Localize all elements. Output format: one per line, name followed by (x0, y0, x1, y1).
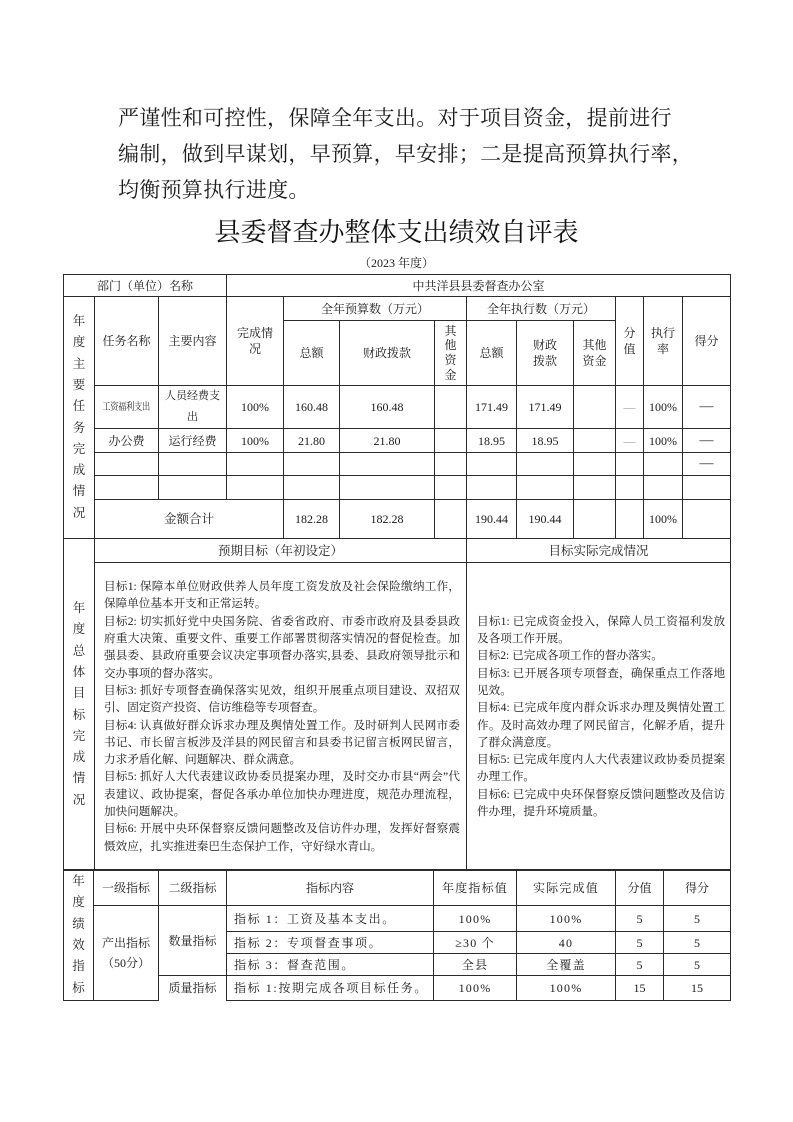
performance-indicators-table (63, 869, 731, 1001)
actual-goals-header: 目标实际完成情况 (467, 539, 731, 563)
task-completion (227, 476, 284, 500)
score (683, 476, 731, 500)
header-level2: 二级指标 (159, 870, 227, 906)
indicator-target: 100% (434, 906, 517, 932)
header-level1: 一级指标 (94, 870, 159, 906)
budget-total (284, 476, 340, 500)
header-budget-total: 总额 (284, 321, 340, 386)
page-title: 县委督查办整体支出绩效自评表 (214, 217, 579, 247)
header-exec-fiscal-cell (517, 321, 574, 386)
indicator-score-value: 5 (616, 932, 664, 954)
total-label: 金额合计 (95, 500, 284, 539)
header-score-value: 分值 (623, 326, 636, 356)
indicator-actual: 40 (517, 932, 616, 954)
indicators-header-row (64, 870, 731, 906)
indicator-score: 5 (664, 954, 731, 976)
budget-other (435, 386, 467, 429)
indicator-actual: 100% (517, 976, 616, 1001)
total-budget-fiscal: 182.28 (340, 500, 435, 539)
header-score: 得分 (683, 297, 731, 386)
actual-goal-item: 目标2: 已完成各项工作的督办落实。 (477, 649, 663, 663)
department-name: 中共洋县县委督查办公室 (227, 275, 731, 297)
tasks-header-row (64, 297, 731, 321)
exec-fiscal: 171.49 (517, 386, 574, 429)
score-value: — (616, 386, 644, 429)
indicator-score: 5 (664, 932, 731, 954)
header-budget-other-cell (435, 321, 467, 386)
exec-total: 171.49 (467, 386, 517, 429)
actual-goal-item: 目标5: 已完成年度内人大代表建议政协委员提案办理工作。 (477, 753, 726, 784)
indicator-content: 指标 2：专项督查事项。 (227, 932, 434, 954)
indicator-score-value: 5 (616, 954, 664, 976)
budget-other (435, 453, 467, 476)
planned-goal-item: 目标5: 抓好人大代表建议政协委员提案办理，及时交办市县“两会”代表建议、政协提案，督促各承办单位加快办理进度，规范办理流程，加快问题解决。 (104, 770, 461, 818)
budget-fiscal (340, 453, 435, 476)
task-content: 人员经费支出 (165, 390, 221, 423)
score: — (683, 429, 731, 453)
header-exec-group: 全年执行数（万元） (467, 297, 616, 321)
header-completion-cell (227, 297, 284, 386)
exec-fiscal: 18.95 (517, 429, 574, 453)
actual-goal-item: 目标4: 已完成年度内群众诉求办理及舆情处置工作。及时高效办理了网民留言，化解矛盾，提升了群众满意度。 (477, 701, 726, 749)
planned-goal-item: 目标2: 切实抓好党中央国务院、省委省政府、市委市政府及县委县政府重大决策、重要文件、重要工作部署贯彻落实情况的督促检查。加强县委、县政府重要会议决定事项督办落实,县委、县政府领导批示和交办事项的督办落实。 (104, 614, 461, 680)
header-exec-fiscal: 财政拨款 (533, 338, 558, 368)
total-row (64, 500, 731, 539)
indicator-score-value: 15 (616, 976, 664, 1001)
task-name (95, 476, 159, 500)
planned-goal-item: 目标4: 认真做好群众诉求办理及舆情处置工作。及时研判人民网市委书记、市长留言板涉及洋县的网民留言和县委书记留言板网民留言，力求矛盾化解、问题解决、群众满意。 (104, 718, 461, 767)
task-completion: 100% (227, 429, 284, 453)
quantity-indicator-label: 数量指标 (159, 906, 227, 976)
exec-fiscal (517, 476, 574, 500)
budget-other (435, 429, 467, 453)
budget-fiscal: 21.80 (340, 429, 435, 453)
tasks-section-label-cell (64, 297, 95, 539)
task-completion (227, 453, 284, 476)
score: — (683, 453, 731, 476)
total-exec-total: 190.44 (467, 500, 517, 539)
indicator-target: 全县 (434, 954, 517, 976)
task-content: 运行经费 (159, 429, 227, 453)
header-score-value: 分值 (616, 870, 664, 906)
indicator-actual: 100% (517, 906, 616, 932)
planned-goals (95, 563, 467, 871)
header-exec-rate: 执行率 (651, 326, 676, 356)
indicator-score: 5 (664, 906, 731, 932)
task-content (159, 453, 227, 476)
header-budget-group: 全年预算数（万元） (284, 297, 467, 321)
header-score: 得分 (664, 870, 731, 906)
task-name (95, 453, 159, 476)
exec-rate: 100% (644, 386, 683, 429)
header-task-name: 任务名称 (95, 297, 159, 386)
quality-indicator-label: 质量指标 (159, 976, 227, 1001)
exec-rate (644, 476, 683, 500)
department-row (64, 275, 731, 297)
header-actual: 实际完成值 (517, 870, 616, 906)
indicator-content: 指标 1:按期完成各项目标任务。 (227, 976, 434, 1001)
task-content (159, 476, 227, 500)
goals-content-row (64, 563, 731, 871)
exec-total: 18.95 (467, 429, 517, 453)
header-budget-fiscal: 财政拨款 (340, 321, 435, 386)
task-completion: 100% (227, 386, 284, 429)
exec-other (574, 476, 616, 500)
intro-paragraph (118, 100, 693, 208)
budget-other (435, 476, 467, 500)
actual-goal-item: 目标1: 已完成资金投入，保障人员工资福利发放及各项工作开展。 (477, 614, 726, 646)
budget-total: 21.80 (284, 429, 340, 453)
indicator-score: 15 (664, 976, 731, 1001)
indicator-score-value: 5 (616, 906, 664, 932)
table-row (64, 906, 731, 932)
budget-total: 160.48 (284, 386, 340, 429)
indicator-target: ≥30 个 (434, 932, 517, 954)
indicator-content: 指标 3：督查范围。 (227, 954, 434, 976)
header-target: 年度指标值 (434, 870, 517, 906)
total-exec-fiscal: 190.44 (517, 500, 574, 539)
exec-other (574, 429, 616, 453)
indicator-target: 100% (434, 976, 517, 1001)
total-exec-other (574, 500, 616, 539)
table-row (64, 386, 731, 429)
goals-header-row (64, 539, 731, 563)
total-budget-other (435, 500, 467, 539)
header-score-value-cell (616, 297, 644, 386)
task-name: 办公费 (95, 429, 159, 453)
intro-line: 均衡预算执行进度。 (118, 178, 310, 202)
exec-total (467, 476, 517, 500)
header-content: 指标内容 (227, 870, 434, 906)
header-exec-rate-cell (644, 297, 683, 386)
total-score (683, 500, 731, 539)
table-row (64, 429, 731, 453)
exec-other (574, 386, 616, 429)
header-completion: 完成情况 (237, 326, 274, 356)
actual-goal-item: 目标3: 已开展各项专项督查，确保重点工作落地见效。 (477, 666, 726, 697)
output-indicator-name: 产出指标 (101, 936, 150, 950)
score-value (616, 453, 644, 476)
planned-goals-header: 预期目标（年初设定） (95, 539, 467, 563)
score: — (683, 386, 731, 429)
total-score-value (616, 500, 644, 539)
output-indicator-group (94, 906, 159, 1001)
self-evaluation-table (63, 274, 731, 871)
task-name: 工资福利支出 (102, 402, 151, 413)
budget-total (284, 453, 340, 476)
header-budget-other: 其他资金 (444, 323, 457, 382)
task-content-cell (159, 386, 227, 429)
score-value (616, 476, 644, 500)
header-main-content: 主要内容 (159, 297, 227, 386)
exec-rate: 100% (644, 429, 683, 453)
output-indicator-weight: （50分） (101, 956, 150, 970)
exec-fiscal (517, 453, 574, 476)
indicator-content: 指标 1：工资及基本支出。 (227, 906, 434, 932)
budget-fiscal (340, 476, 435, 500)
total-budget-total: 182.28 (284, 500, 340, 539)
exec-other (574, 453, 616, 476)
actual-goals (467, 563, 731, 871)
intro-line: 编制，做到早谋划，早预算，早安排；二是提高预算执行率， (118, 142, 694, 166)
department-label: 部门（单位）名称 (64, 275, 227, 297)
page-subtitle-year: （2023 年度） (358, 256, 434, 270)
task-name-cell (95, 386, 159, 429)
tasks-section-label: 年度主要任务完成情况 (72, 314, 86, 520)
indicators-section-label-cell (64, 870, 94, 1001)
table-row (64, 453, 731, 476)
indicator-actual: 全覆盖 (517, 954, 616, 976)
planned-goal-item: 目标1: 保障本单位财政供养人员年度工资发放及社会保险缴纳工作，保障单位基本开支和正常运转。 (104, 580, 461, 611)
goals-section-label-cell (64, 539, 95, 871)
table-row (64, 476, 731, 500)
header-exec-other: 其他资金 (582, 338, 607, 368)
budget-fiscal: 160.48 (340, 386, 435, 429)
actual-goal-item: 目标6: 已完成中央环保督察反馈问题整改及信访件办理，提升环境质量。 (477, 787, 726, 818)
exec-rate (644, 453, 683, 476)
table-row (64, 976, 731, 1001)
planned-goal-item: 目标3: 抓好专项督查确保落实见效，组织开展重点项目建设、双招双引、固定资产投资、信访维稳等专项督查。 (104, 683, 461, 715)
indicators-section-label: 年度绩效指标 (72, 874, 85, 995)
goals-section-label: 年度总体目标完成情况 (72, 601, 86, 807)
total-exec-rate: 100% (644, 500, 683, 539)
intro-line: 严谨性和可控性，保障全年支出。对于项目资金，提前进行 (118, 106, 672, 130)
header-exec-total: 总额 (467, 321, 517, 386)
header-exec-other-cell (574, 321, 616, 386)
exec-total (467, 453, 517, 476)
score-value: — (616, 429, 644, 453)
planned-goal-item: 目标6: 开展中央环保督察反馈问题整改及信访件办理，发挥好督察震慑效应，扎实推进秦巴生态保护工作，守好绿水青山。 (104, 822, 461, 853)
